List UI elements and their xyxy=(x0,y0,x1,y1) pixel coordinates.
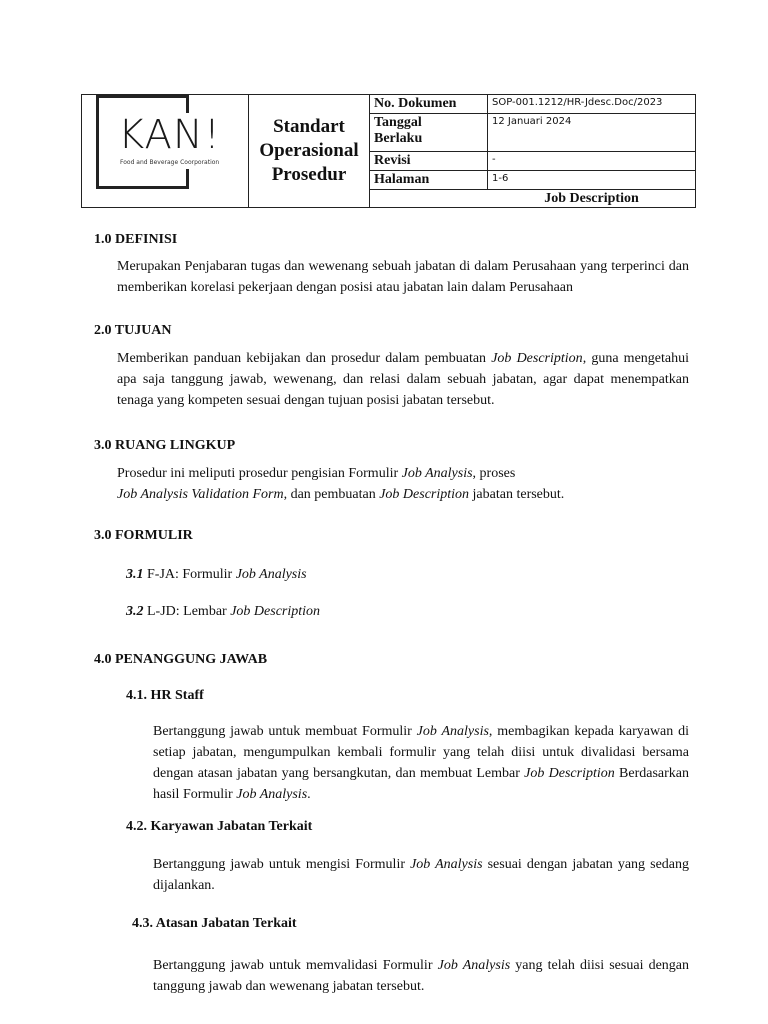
text-run: Prosedur ini meliputi prosedur pengisian Formulir xyxy=(117,466,402,481)
effective-date-row xyxy=(370,114,695,152)
item-number: 3.2 xyxy=(126,604,144,619)
italic-run: Job Analysis xyxy=(236,787,308,802)
italic-run: Job Analysis xyxy=(416,724,489,739)
subsection-atasan-text xyxy=(153,955,689,997)
subsection-hr-staff-text xyxy=(153,721,689,805)
formulir-item-1 xyxy=(126,564,626,585)
effective-date-value: 12 Januari 2024 xyxy=(492,116,572,127)
text-run: Memberikan panduan kebijakan dan prosedur dalam pembuatan xyxy=(117,351,492,366)
italic-run: Job Analysis xyxy=(401,466,473,481)
title-line-1: Standart xyxy=(273,116,345,137)
title-line-2: Operasional xyxy=(259,140,359,161)
meta-cell xyxy=(370,95,695,207)
section-definisi-text: Merupakan Penjabaran tugas dan wewenang sebuah jabatan di dalam Perusahaan yang terperinci dan memberikan korelasi pekerjaan dengan posisi atau jabatan lain dalam Perusahaan xyxy=(117,259,689,295)
effective-date-label xyxy=(370,114,488,151)
company-logo xyxy=(96,95,221,189)
section-penanggung-jawab-heading: 4.0 PENANGGUNG JAWAB xyxy=(94,652,268,667)
page-value: 1-6 xyxy=(492,173,509,184)
subsection-hr-staff-heading: 4.1. HR Staff xyxy=(126,688,204,703)
page-row xyxy=(370,171,695,190)
document-subject: Job Description xyxy=(544,191,639,206)
italic-run: Job Description xyxy=(230,604,321,619)
title-line-3: Prosedur xyxy=(271,164,347,185)
text-run: . xyxy=(307,787,311,802)
section-formulir-heading: 3.0 FORMULIR xyxy=(94,528,193,543)
subsection-karyawan-heading: 4.2. Karyawan Jabatan Terkait xyxy=(126,819,313,834)
revision-value: - xyxy=(492,154,496,165)
page-label: Halaman xyxy=(370,171,488,189)
text-run: yang telah diisi sesuai dengan tanggung jawab dan wewenang jabatan tersebut. xyxy=(153,958,690,994)
formulir-item-2 xyxy=(126,601,626,622)
logo-wordmark: KAN! xyxy=(118,112,221,158)
text-run: sesuai dengan jabatan yang sedang dijalankan. xyxy=(153,857,689,893)
section-tujuan-heading: 2.0 TUJUAN xyxy=(94,323,172,338)
section-ruang-lingkup-heading: 3.0 RUANG LINGKUP xyxy=(94,438,236,453)
italic-run: Job Analysis xyxy=(437,958,511,973)
subsection-karyawan-text xyxy=(153,854,689,896)
text-run: Bertanggung jawab untuk mengisi Formulir xyxy=(153,857,411,872)
text-run: Berdasarkan hasil Formulir xyxy=(153,766,689,802)
text-run: jabatan tersebut. xyxy=(469,487,565,502)
doc-number-label: No. Dokumen xyxy=(370,95,488,113)
italic-run: Job Description xyxy=(524,766,615,781)
logo-tagline: Food and Beverage Coorporation xyxy=(120,159,220,166)
item-number: 3.1 xyxy=(126,567,144,582)
revision-row xyxy=(370,152,695,171)
text-run: Bertanggung jawab untuk memvalidasi Formulir xyxy=(153,958,438,973)
title-cell xyxy=(249,95,370,207)
italic-run: Job Description xyxy=(379,487,470,502)
text-run: , proses xyxy=(472,466,516,481)
doc-number-row xyxy=(370,95,695,114)
revision-label: Revisi xyxy=(370,152,488,170)
text-run: , guna mengetahui apa saja tanggung jawab, wewenang, dan relasi dalam sebuah jabatan, agar dapat menempatkan tenaga yang kompeten sesuai dengan tujuan posisi jabatan tersebut. xyxy=(117,351,689,408)
text-run: , dan pembuatan xyxy=(283,487,380,502)
italic-run: Job Analysis Validation Form xyxy=(117,487,284,502)
section-tujuan-text xyxy=(117,348,689,411)
text-run: , membagikan kepada karyawan di setiap jabatan, mengumpulkan kembali formulir yang telah diisi untuk divalidasi bersama dengan atasan jabatan yang bersangkutan, dan membuat Lembar xyxy=(153,724,689,781)
italic-run: Job Analysis xyxy=(235,567,307,582)
text-run: L-JD: Lembar xyxy=(143,604,231,619)
effective-date-label-1: Tanggal xyxy=(374,115,422,130)
logo-cell xyxy=(82,95,249,207)
subsection-atasan-heading: 4.3. Atasan Jabatan Terkait xyxy=(132,916,297,931)
doc-number-value: SOP-001.1212/HR-Jdesc.Doc/2023 xyxy=(492,97,663,108)
italic-run: Job Description xyxy=(491,351,583,366)
section-ruang-lingkup-text xyxy=(117,463,689,505)
document-header-table xyxy=(81,94,696,208)
italic-run: Job Analysis xyxy=(410,857,483,872)
text-run: Bertanggung jawab untuk membuat Formulir xyxy=(153,724,417,739)
text-run: F-JA: Formulir xyxy=(143,567,236,582)
section-definisi-heading: 1.0 DEFINISI xyxy=(94,232,178,247)
effective-date-label-2: Berlaku xyxy=(374,131,423,146)
